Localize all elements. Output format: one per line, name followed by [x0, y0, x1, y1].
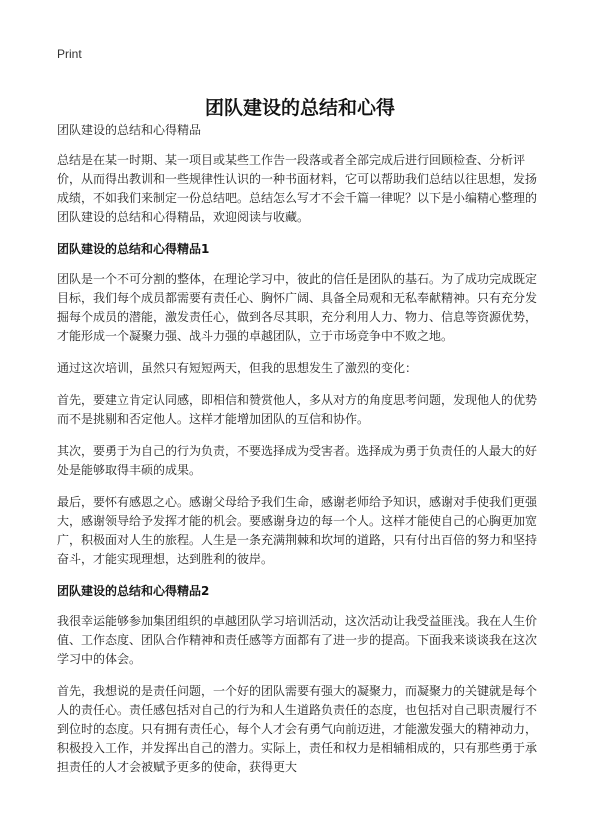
- article-subtitle: 团队建设的总结和心得精品: [57, 123, 202, 137]
- section-1-heading: 团队建设的总结和心得精品1: [57, 242, 210, 256]
- article-body: [57, 121, 547, 790]
- section-2-paragraph: 首先，我想说的是责任问题，一个好的团队需要有强大的凝聚力，而凝聚力的关键就是每个人的责任心。责任感包括对自己的行为和人生道路负责任的态度，也包括对自己职责履行不到位时的态度。只有拥有责任心，每个人才会有勇气向前迈进，才能激发强大的精神动力，积极投入工作，并发挥出自己的潜力。实际上，责任和权力是相辅相成的，只有那些勇于承担责任的人才会被赋予更多的使命，获得更大: [57, 684, 538, 774]
- section-1-paragraph: 首先，要建立肯定认同感，即相信和赞赏他人，多从对方的角度思考问题，发现他人的优势而不是挑剔和否定他人。这样才能增加团队的互信和协作。: [57, 393, 538, 426]
- intro-paragraph: 总结是在某一时期、某一项目或某些工作告一段落或者全部完成后进行回顾检查、分析评价，从而得出教训和一些规律性认识的一种书面材料，它可以帮助我们总结以往思想，发扬成绩，不如我们来制定一份总结吧。总结怎么写才不会千篇一律呢？以下是小编精心整理的团队建设的总结和心得精品，欢迎阅读与收藏。: [57, 153, 538, 224]
- section-1-paragraph: 其次，要勇于为自己的行为负责，不要选择成为受害者。选择成为勇于负责任的人最大的好处是能够取得丰硕的成果。: [57, 444, 538, 477]
- section-2-heading: 团队建设的总结和心得精品2: [57, 584, 210, 598]
- section-1-paragraph: 团队是一个不可分割的整体，在理论学习中，彼此的信任是团队的基石。为了成功完成既定目标，我们每个成员都需要有责任心、胸怀广阔、具备全局观和无私奉献精神。只有充分发掘每个成员的潜能，激发责任心，做到各尽其职，充分利用人力、物力、信息等资源优势，才能形成一个凝聚力强、战斗力强的卓越团队，立于市场竞争中不败之地。: [57, 272, 538, 343]
- page-title: 团队建设的总结和心得: [204, 96, 395, 119]
- section-1-paragraph: 通过这次培训，虽然只有短短两天，但我的思想发生了激烈的变化：: [57, 361, 418, 375]
- print-link[interactable]: Print: [57, 47, 82, 61]
- section-1-paragraph: 最后，要怀有感恩之心。感谢父母给予我们生命，感谢老师给予知识，感谢对手使我们更强大，感谢领导给予发挥才能的机会。要感谢身边的每一个人。这样才能使自己的心胸更加宽广，积极面对人生的旅程。人生是一条充满荆棘和坎坷的道路，只有付出百倍的努力和坚持奋斗，才能实现理想，达到胜利的彼岸。: [57, 495, 538, 566]
- section-2-paragraph: 我很幸运能够参加集团组织的卓越团队学习培训活动，这次活动让我受益匪浅。我在人生价值、工作态度、团队合作精神和责任感等方面都有了进一步的提高。下面我来谈谈我在这次学习中的体会。: [57, 614, 538, 666]
